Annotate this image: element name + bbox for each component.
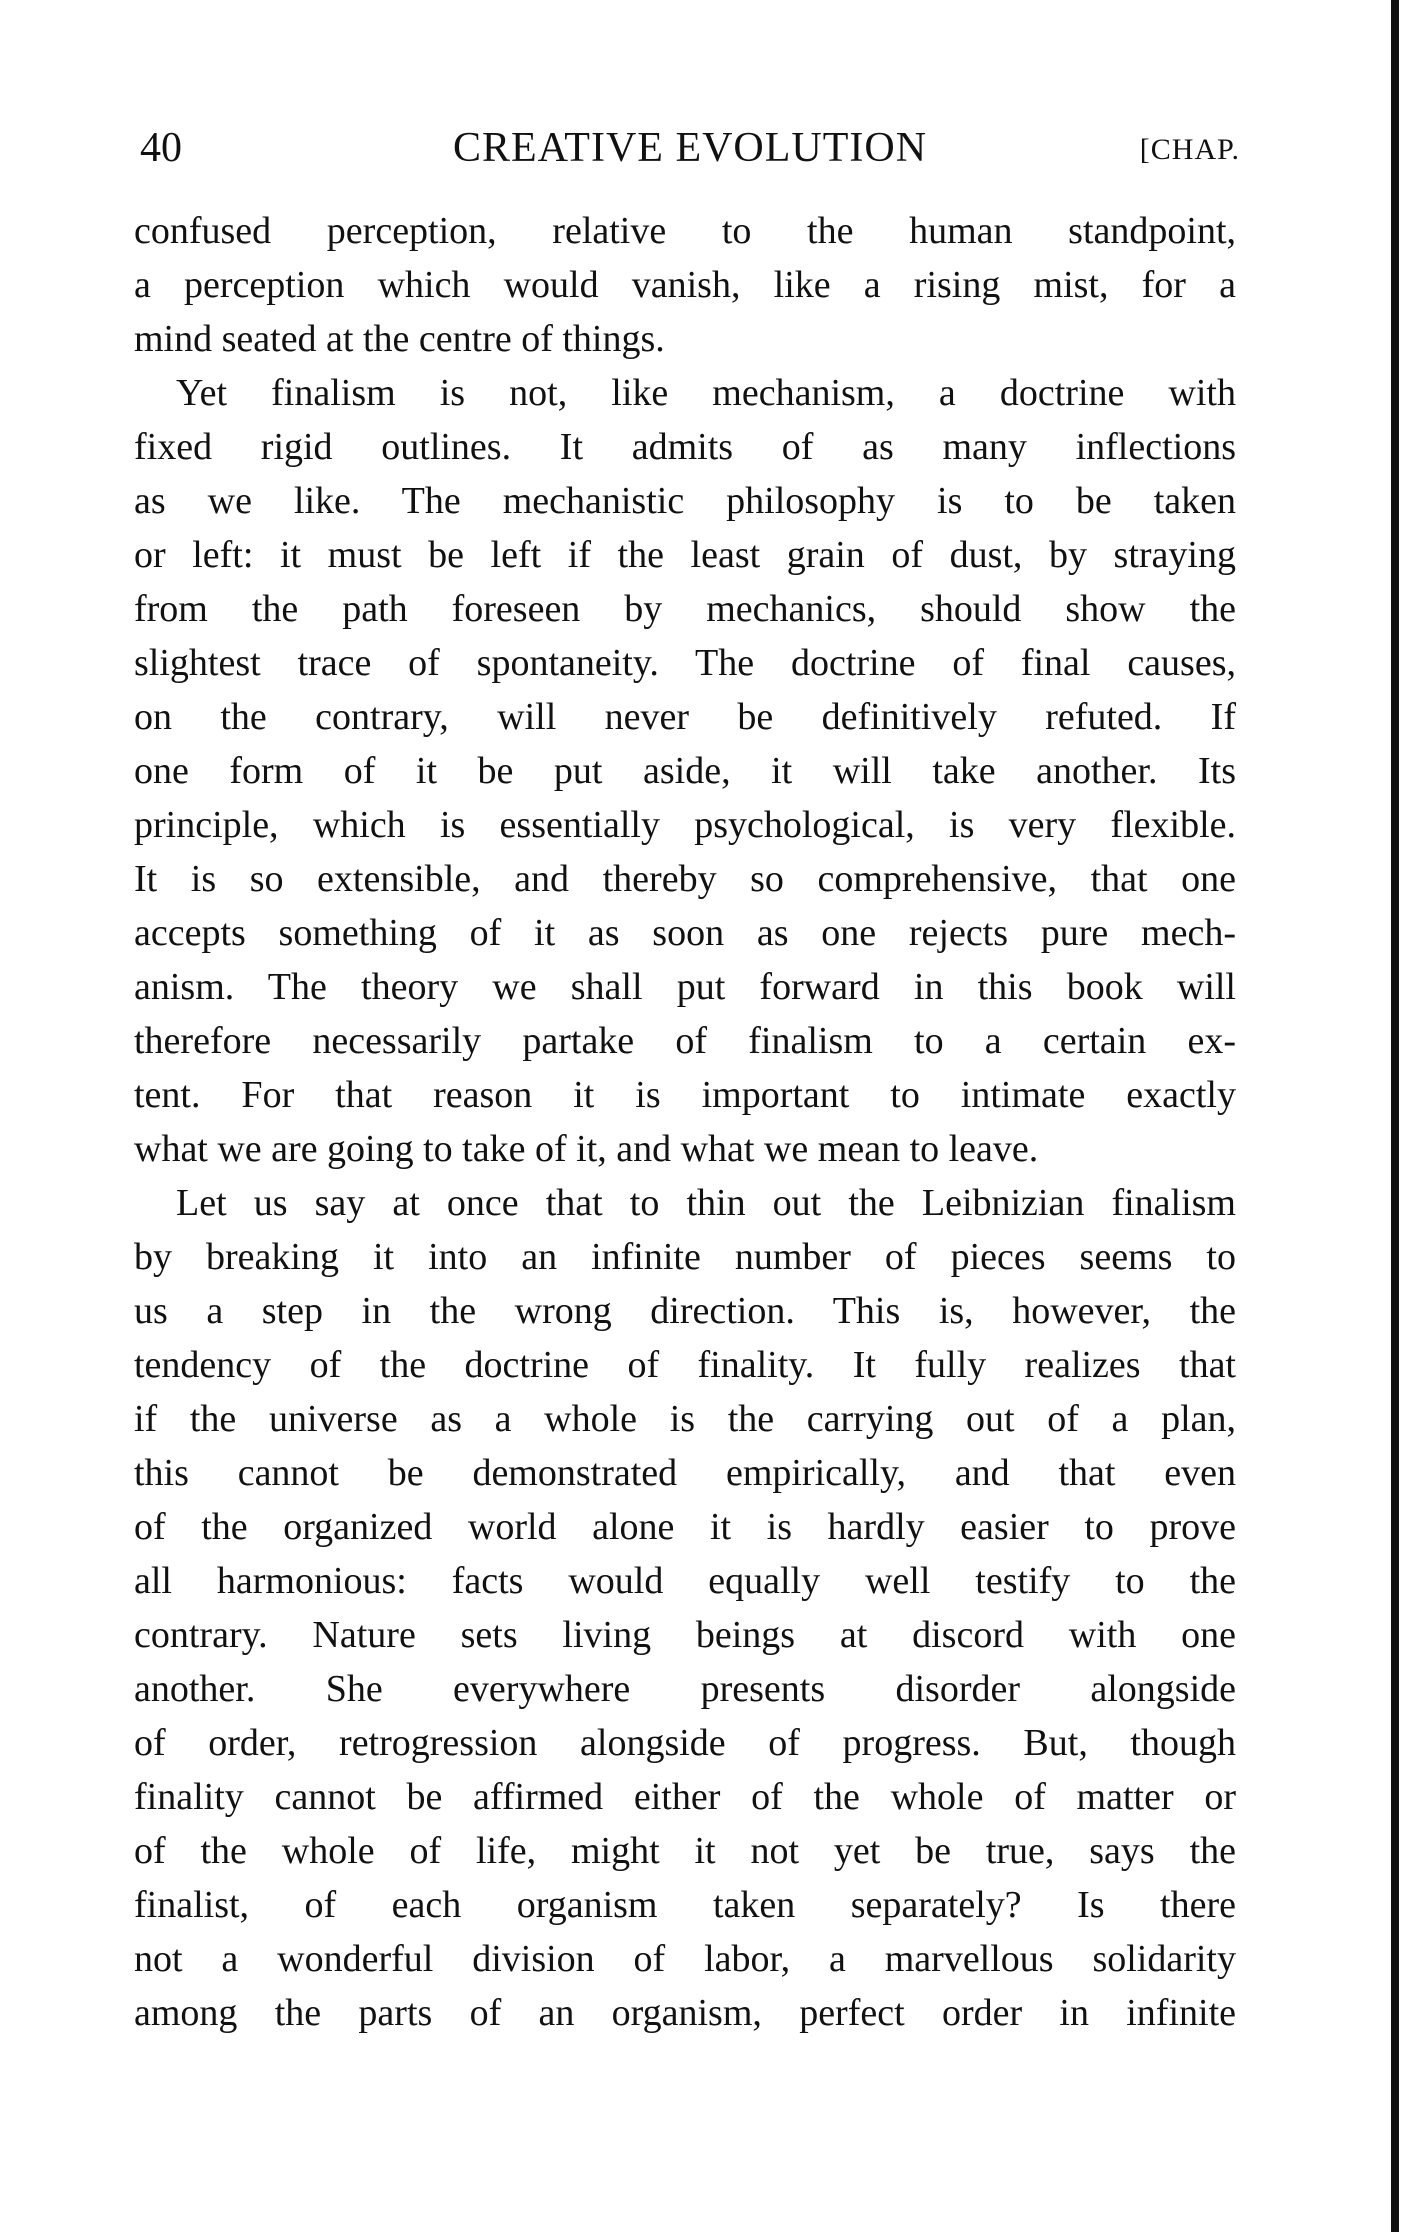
page-edge-shadow: [1391, 0, 1399, 2232]
running-title: CREATIVE EVOLUTION: [452, 125, 928, 171]
text-line: on the contrary, will never be definitively refuted. If: [134, 696, 1236, 738]
text-line: finalist, of each organism taken separately? Is there: [134, 1884, 1236, 1926]
text-line: what we are going to take of it, and what we mean to leave.: [134, 1128, 1039, 1170]
text-line: tendency of the doctrine of finality. It fully realizes that: [134, 1344, 1236, 1386]
text-line: of order, retrogression alongside of progress. But, though: [134, 1722, 1236, 1764]
page-number: 40: [140, 125, 182, 171]
text-line: of the whole of life, might it not yet be true, says the: [134, 1830, 1236, 1872]
text-line: a perception which would vanish, like a rising mist, for a: [134, 264, 1236, 306]
text-line: by breaking it into an infinite number of pieces seems to: [134, 1236, 1236, 1278]
text-line: anism. The theory we shall put forward in this book will: [134, 966, 1236, 1008]
text-line: as we like. The mechanistic philosophy is to be taken: [134, 480, 1236, 522]
text-line: all harmonious: facts would equally well testify to the: [134, 1560, 1236, 1602]
running-header: [140, 118, 1240, 178]
text-line: from the path foreseen by mechanics, should show the: [134, 588, 1236, 630]
text-line: if the universe as a whole is the carrying out of a plan,: [134, 1398, 1236, 1440]
text-line: Yet finalism is not, like mechanism, a doctrine with: [176, 372, 1236, 414]
text-line: among the parts of an organism, perfect order in infinite: [134, 1992, 1236, 2034]
text-line: this cannot be demonstrated empirically, and that even: [134, 1452, 1236, 1494]
text-line: It is so extensible, and thereby so comprehensive, that one: [134, 858, 1236, 900]
text-line: us a step in the wrong direction. This is, however, the: [134, 1290, 1236, 1332]
chapter-mark: [CHAP.: [1139, 133, 1240, 166]
body-text: [134, 204, 1236, 2040]
text-line: principle, which is essentially psychological, is very flexible.: [134, 804, 1236, 846]
text-line: not a wonderful division of labor, a marvellous solidarity: [134, 1938, 1236, 1980]
text-line: finality cannot be affirmed either of the whole of matter or: [134, 1776, 1236, 1818]
text-line: mind seated at the centre of things.: [134, 318, 665, 360]
text-line: Let us say at once that to thin out the Leibnizian finalism: [176, 1182, 1236, 1224]
text-line: contrary. Nature sets living beings at discord with one: [134, 1614, 1236, 1656]
text-line: accepts something of it as soon as one rejects pure mech-: [134, 912, 1236, 954]
text-line: tent. For that reason it is important to intimate exactly: [134, 1074, 1236, 1116]
text-line: or left: it must be left if the least grain of dust, by straying: [134, 534, 1236, 576]
text-line: fixed rigid outlines. It admits of as many inflections: [134, 426, 1236, 468]
text-line: confused perception, relative to the human standpoint,: [134, 210, 1236, 252]
text-line: slightest trace of spontaneity. The doctrine of final causes,: [134, 642, 1236, 684]
text-line: of the organized world alone it is hardly easier to prove: [134, 1506, 1236, 1548]
text-line: therefore necessarily partake of finalism to a certain ex-: [134, 1020, 1236, 1062]
text-line: one form of it be put aside, it will take another. Its: [134, 750, 1236, 792]
text-line: another. She everywhere presents disorder alongside: [134, 1668, 1236, 1710]
